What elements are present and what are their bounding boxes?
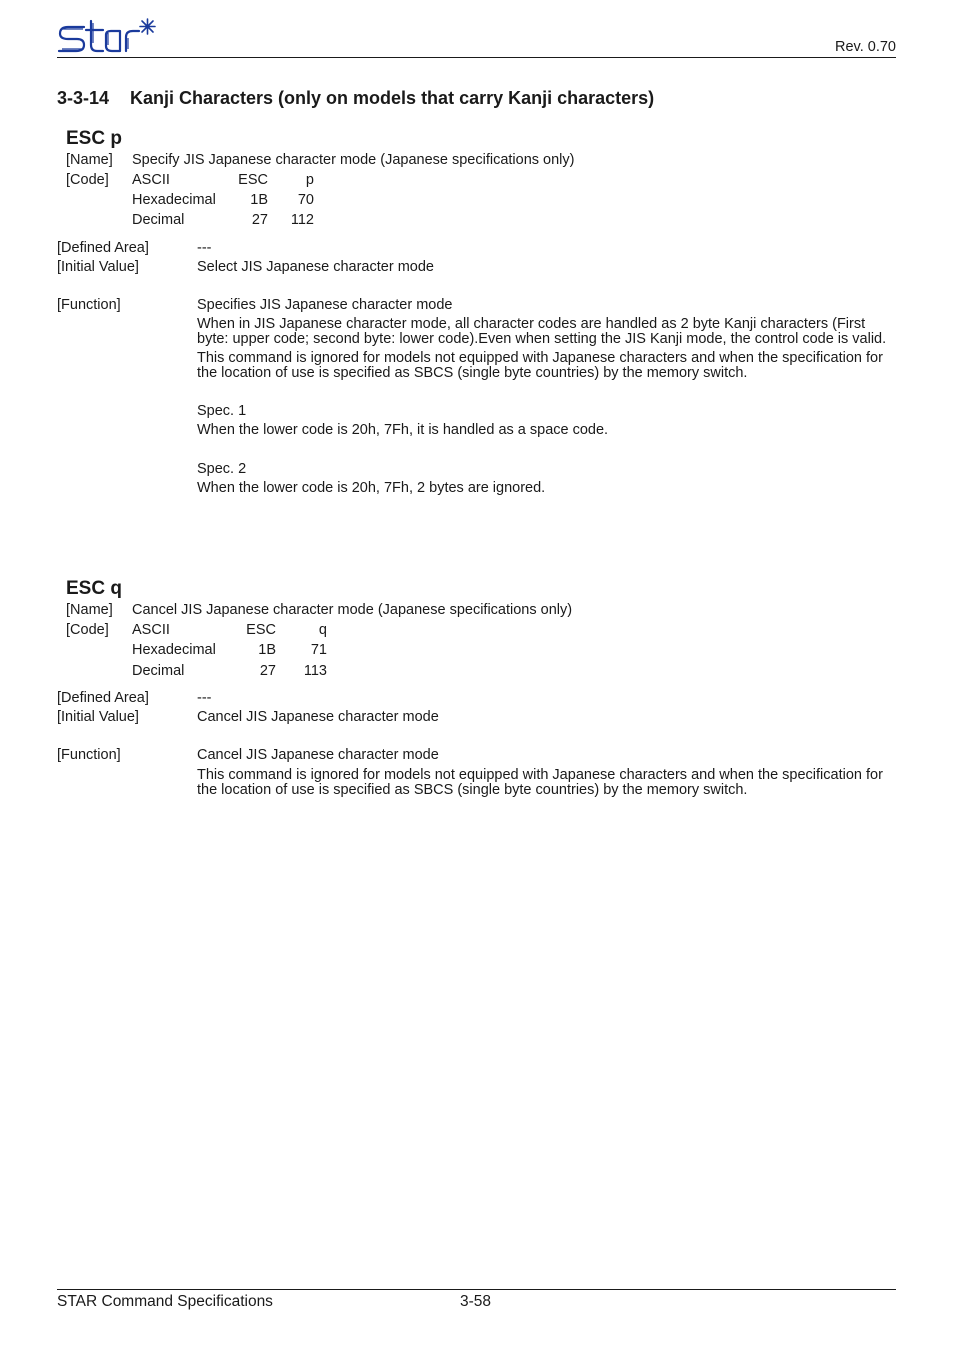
initial-value: Select JIS Japanese character mode: [197, 259, 434, 275]
initial-value-label: [Initial Value]: [57, 259, 139, 275]
code-label: [Code]: [66, 172, 109, 188]
spec-heading: Spec. 2: [197, 461, 247, 477]
initial-value-label: [Initial Value]: [57, 709, 139, 725]
code-byte2-ascii: q: [318, 622, 327, 638]
code-byte1-ascii: ESC: [246, 622, 276, 638]
spec-text: When the lower code is 20h, 7Fh, it is handled as a space code.: [197, 422, 609, 438]
footer-doc-title: STAR Command Specifications: [57, 1293, 273, 1310]
code-format-hex: Hexadecimal: [132, 642, 216, 658]
code-byte1-decimal: 27: [251, 212, 268, 228]
code-format-hex: Hexadecimal: [132, 192, 216, 208]
code-format-ascii: ASCII: [132, 172, 170, 188]
code-byte1-hex: 1B: [258, 642, 276, 658]
code-format-decimal: Decimal: [132, 212, 185, 228]
code-byte2-decimal: 113: [303, 663, 327, 679]
spec-text: When the lower code is 20h, 7Fh, 2 bytes are ignored.: [197, 480, 546, 496]
command-title-esc-q: ESC q: [66, 578, 122, 599]
command-title-esc-p: ESC p: [66, 128, 122, 149]
name-label: [Name]: [66, 602, 113, 618]
header-rule: [57, 57, 896, 58]
command-name: Specify JIS Japanese character mode (Japanese specifications only): [132, 152, 575, 168]
function-paragraph: When in JIS Japanese character mode, all character codes are handled as 2 byte Kanji characters (First byte: upper code; second byte: lower code).Even when setting the JIS Kanji mode, the control code is valid.: [197, 316, 887, 347]
defined-area-label: [Defined Area]: [57, 240, 149, 256]
defined-area-value: ---: [197, 690, 212, 706]
section-title: Kanji Characters (only on models that carry Kanji characters): [130, 88, 655, 108]
footer-rule: [57, 1289, 896, 1290]
code-byte1-hex: 1B: [250, 192, 268, 208]
function-summary: Specifies JIS Japanese character mode: [197, 297, 453, 313]
star-logo: [57, 18, 175, 54]
code-byte2-hex: 71: [310, 642, 327, 658]
code-byte2-ascii: p: [305, 172, 314, 188]
section-number: 3-3-14: [57, 88, 110, 108]
function-label: [Function]: [57, 747, 121, 763]
code-byte1-decimal: 27: [259, 663, 276, 679]
initial-value: Cancel JIS Japanese character mode: [197, 709, 439, 725]
function-paragraph: This command is ignored for models not equipped with Japanese characters and when the specification for the location of use is specified as SBCS (single byte countries) by the memory switch.: [197, 350, 883, 381]
code-byte2-hex: 70: [297, 192, 314, 208]
code-format-decimal: Decimal: [132, 663, 185, 679]
defined-area-label: [Defined Area]: [57, 690, 149, 706]
spec-heading: Spec. 1: [197, 403, 247, 419]
function-label: [Function]: [57, 297, 121, 313]
revision-label: Rev. 0.70: [835, 39, 896, 55]
code-byte1-ascii: ESC: [238, 172, 268, 188]
code-label: [Code]: [66, 622, 109, 638]
code-format-ascii: ASCII: [132, 622, 170, 638]
command-name: Cancel JIS Japanese character mode (Japanese specifications only): [132, 602, 573, 618]
name-label: [Name]: [66, 152, 113, 168]
footer-page-number: 3-58: [460, 1293, 492, 1310]
defined-area-value: ---: [197, 240, 212, 256]
code-byte2-decimal: 112: [290, 212, 314, 228]
function-summary: Cancel JIS Japanese character mode: [197, 747, 439, 763]
function-paragraph: This command is ignored for models not equipped with Japanese characters and when the specification for the location of use is specified as SBCS (single byte countries) by the memory switch.: [197, 767, 883, 798]
